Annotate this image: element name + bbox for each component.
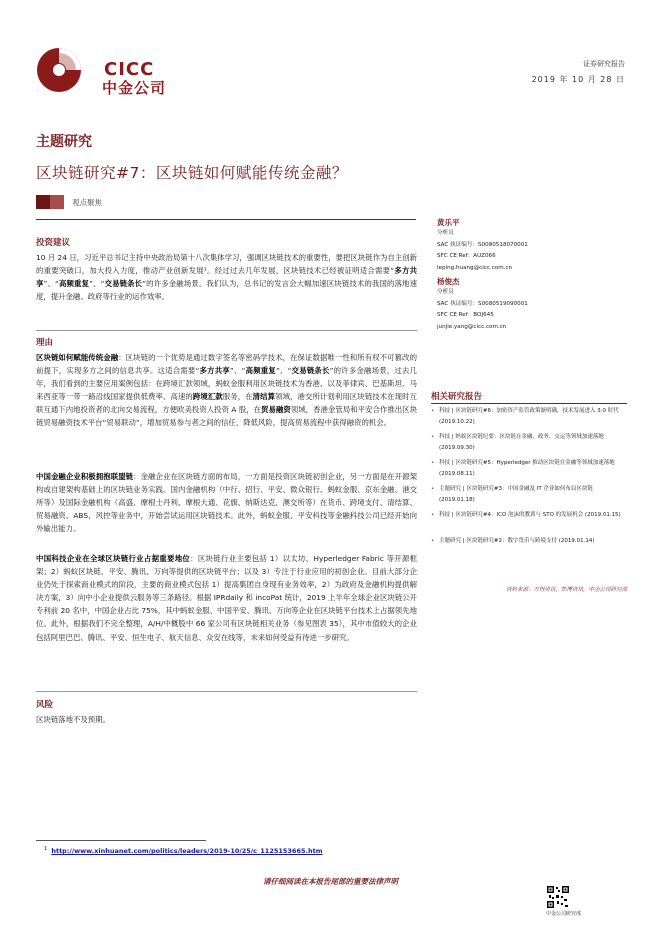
- brand-name-en: CICC: [104, 59, 155, 80]
- footnote-rule: [36, 840, 206, 841]
- emphasis-text: 交易链条长: [291, 366, 330, 376]
- body-text-run: 领域，港交所计划利用区块链技术在现时互联互通下内地投资者的北向交易流程，方便欧美投资人投资 A 股，在: [36, 392, 417, 415]
- body-text-run: ”、“: [43, 279, 59, 289]
- cicc-logo-icon: [36, 47, 82, 93]
- section-title: 主题研究: [36, 134, 92, 150]
- author-sfc: SFC CE Ref：BOJ645: [437, 312, 494, 318]
- related-report-item[interactable]: • 主题研究 | 区块链研究#3：中国金融及 IT 企业如何布局区块链 (2019.01.18): [431, 484, 627, 507]
- related-report-item[interactable]: • 科技 | 区块链研究#5：Hyperledger 推动区块链在金融等领域加速落地 (2019.08.11): [431, 458, 627, 481]
- body-text-run: ¹: [203, 266, 207, 276]
- page-title: 区块链研究#7：区块链如何赋能传统金融？: [36, 164, 348, 182]
- body-text-run: 服务，在: [222, 392, 253, 402]
- risk-text: 区块链落地不及预期。: [36, 715, 110, 724]
- emphasis-text: 清结算: [252, 392, 276, 402]
- author-sac: SAC 执证编号：S0080518070001: [437, 241, 528, 248]
- reason-paragraph-consortium: [36, 470, 417, 535]
- body-text-run: ：区块链的一个优势是通过数字签名等密码学技术，在保证数据唯一性和所有权不可篡改的前提下，实现多方之间的信息共享。这适合需要“: [36, 353, 417, 376]
- brand-name-cn: 中金公司: [102, 79, 167, 97]
- emphasis-text: 区块链如何赋能传统金融: [36, 353, 119, 362]
- body-text-run: ”的许多金融场景，过去几年，我们看到的主要应用案例包括：在跨境汇款领域，蚂蚁金服利用区块链技术为香港、以及菲律宾、巴基斯坦、马来西亚等一带一路沿线国家提供低费率、高速的: [36, 366, 417, 402]
- related-report-item[interactable]: • 主题研究 | 区块链研究#2：数字货币与跨境支付 (2019.01.14): [431, 536, 627, 547]
- doc-date: 2019 年 10 月 28 日: [531, 75, 625, 84]
- emphasis-text: 多方共享: [36, 266, 417, 289]
- risk-heading: 风险: [36, 700, 54, 710]
- viewpoint-marker-dark: [36, 195, 50, 209]
- body-text-run: ”、“: [229, 366, 246, 376]
- emphasis-text: 贸易融资: [261, 405, 291, 415]
- investment-paragraph: [36, 251, 417, 303]
- reason-paragraph-tech-companies: [36, 552, 417, 644]
- investment-heading: 投资建议: [36, 238, 71, 248]
- emphasis-text: 高频重复: [245, 366, 276, 376]
- author-role: 分析员: [437, 230, 454, 236]
- section-divider: [36, 691, 417, 692]
- related-source: 资料来源：万得资讯，彭博资讯，中金公司研究部: [505, 587, 627, 593]
- author-name: 杨俊杰: [437, 277, 460, 286]
- author-name: 黄乐平: [437, 218, 460, 227]
- qr-code-icon: [546, 885, 570, 909]
- author-email[interactable]: junjie.yang@cicc.com.cn: [437, 323, 507, 330]
- emphasis-text: 交易链条长: [104, 279, 143, 289]
- author-sac: SAC 执证编号：S0080519090001: [437, 300, 528, 307]
- viewpoint-marker-light: [50, 195, 64, 209]
- author-sfc: SFC CE Ref：AUZ066: [437, 253, 496, 259]
- footnote-mark: 1: [44, 846, 48, 852]
- author-email[interactable]: leping.huang@cicc.com.cn: [437, 264, 513, 271]
- body-text-run: 10 月 24 日，习近平总书记主持中央政治局第十八次集体学习，强调区块链技术的重要性，要把区块链作为自主创新的重要突破口，加大投入力度，推动产业创新发展: [36, 253, 417, 276]
- body-text-run: ：金融企业在区块链方面的布局，一方面是投资区块链初创企业，另一方面是在开源架构或自建架构基础上的区块链业务实践。国内金融机构（中行、招行、平安、微众银行、蚂蚁金服、京东金融、港交所等）及国际金融机构（高盛、摩根士丹利、摩根大通、花旗、纳斯达克、澳交所等）在货币、跨境支付、清结算、贸易融资、ABS、风控等业务中，开始尝试运用区块链技术。此外，蚂蚁金服、平安科技等金融科技公司已经开始向外输出能力。: [36, 472, 417, 534]
- footnote: [44, 846, 322, 855]
- body-text-run: 。经过过去几年发展，区块链技术已经被证明适合需要“: [206, 266, 395, 276]
- body-text-run: ”、“: [89, 279, 105, 289]
- body-text-run: ：区块链行业主要包括 1）以太坊、Hyperledger Fabric 等开源框架；2）蚂蚁区块链、平安、腾讯、万向等提供的区块链平台；以及 3）专注于行业应用的初创企业。目前大部分企业仍处于探索商业模式的阶段，主要的商业模式包括 1）提高集团自身现有业务效率，2）为政府及金融机构提供解决方案，3）向中小企业提供云服务等三条路径。根据 IPRdaily 和 incoPat 统计，2019 上半年全球企业区块链公开专利前 20 名中，中国企业占比 75%，其中蚂蚁金服、中国平安、腾讯、万向等企业在区块链平台技术上占据领先地位。此外，根据我们不完全整理，A/H/中概股中 66 家公司有区块链相关业务（参见图表 35），其中市值较大的企业包括阿里巴巴、腾讯、平安、恒生电子、航天信息、众安在线等，未来如何受益有待进一步研究。: [36, 554, 417, 642]
- emphasis-text: 多方共享: [199, 366, 230, 376]
- viewpoint-label: 观点聚焦: [72, 198, 102, 207]
- emphasis-text: 高频重复: [58, 279, 90, 289]
- author-block: [437, 217, 627, 333]
- footnote-link[interactable]: http://www.xinhuanet.com/politics/leaders/2019-10/25/c_1125153665.htm: [51, 847, 323, 856]
- body-text-run: ”、“: [275, 366, 292, 376]
- emphasis-text: 中国科技企业在全球区块链行业占据重要地位: [36, 554, 191, 563]
- emphasis-text: 跨境汇款: [192, 392, 223, 402]
- doc-type: 证券研究报告: [583, 60, 625, 68]
- reason-paragraph-blockchain-finance: [36, 351, 417, 430]
- related-report-item[interactable]: • 科技 | 区块链研究#4：ICO 泡沫的教训与 STO 的发展机会 (2019.01.15): [431, 510, 627, 521]
- body-text-run: ”的许多金融场景。我们认为，总书记的发言会大幅加速区块链技术的我国的落地速度，提升金融、政府等行业的运作效率。: [36, 279, 417, 302]
- emphasis-text: 中国金融企业积极拥抱联盟链: [36, 472, 134, 481]
- section-divider: [36, 330, 417, 331]
- reasons-heading: 理由: [36, 338, 54, 348]
- body-text-run: 领域，香港金管局和平安合作推出区块链贸易融资技术平台“贸易联动”，增加贸易参与者之间的信任，降低风险，提高贸易流程中获得融资的机会。: [36, 405, 417, 428]
- related-reports-heading: 相关研究报告: [431, 392, 483, 402]
- related-report-item[interactable]: • 科技 | 蚂蚁区块链纪要：区块链在金融、政务、交运等领域加速落地 (2019.09.30): [431, 432, 627, 455]
- related-report-item[interactable]: • 科技 | 区块链研究#6：加密资产监管政策渐明确，技术发展进入 3.0 时代 (2019.10.22): [431, 406, 627, 429]
- related-reports-rule: [431, 403, 627, 404]
- author-role: 分析员: [437, 289, 454, 295]
- header-rule: [36, 219, 416, 220]
- qr-label: 中金公司研究部: [546, 911, 582, 917]
- legal-disclaimer: 请仔细阅读在本报告尾部的重要法律声明: [263, 877, 398, 886]
